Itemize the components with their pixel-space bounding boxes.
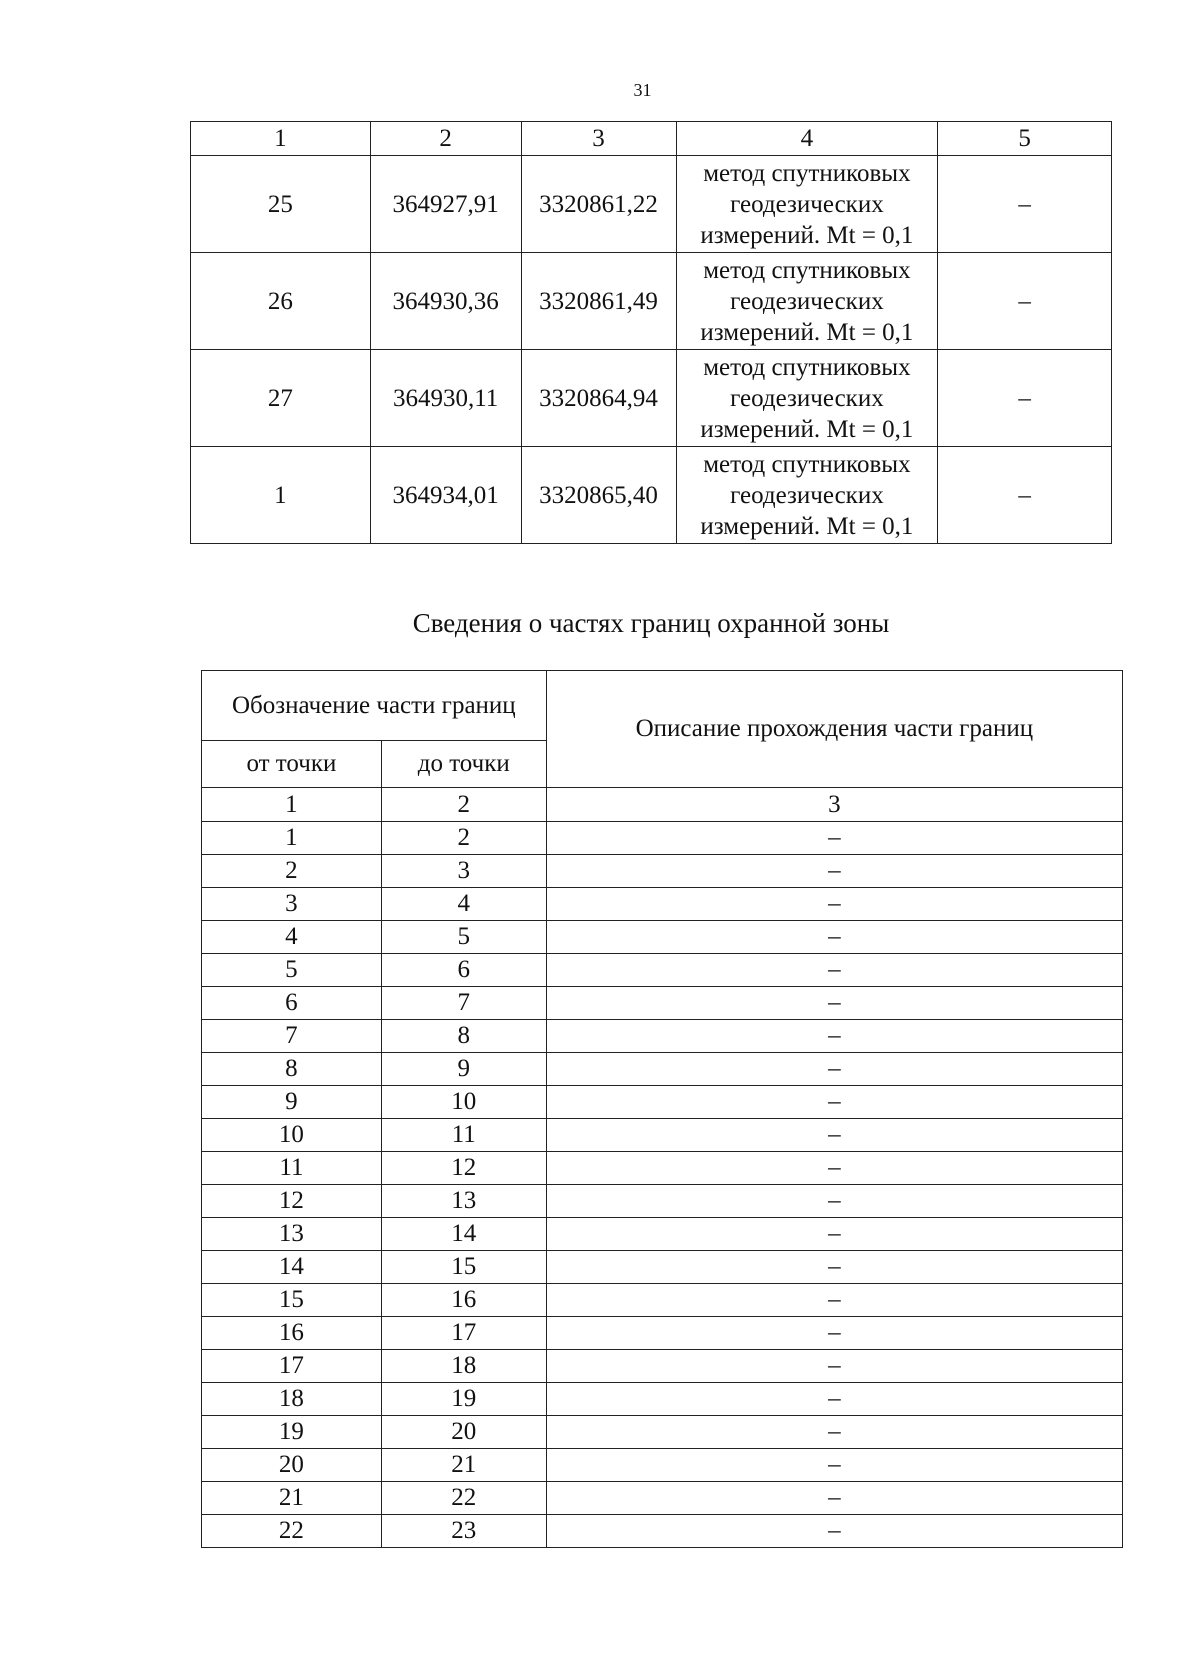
from-point: 17 [202,1350,382,1383]
y-coordinate: 3320861,22 [521,156,676,253]
table-row [202,1152,1123,1185]
table-row [202,1053,1123,1086]
description-dash: – [546,1515,1122,1548]
method-line: метод спутниковых [703,450,911,478]
coordinates-table [190,121,1112,544]
description-dash: – [546,1317,1122,1350]
description-dash: – [546,888,1122,921]
y-coordinate: 3320861,49 [521,253,676,350]
method-description [676,350,938,447]
from-point: 13 [202,1218,382,1251]
to-point: 6 [381,954,546,987]
method-line: геодезических [730,287,884,315]
page-number: 31 [633,80,652,100]
table-row [202,1251,1123,1284]
to-point: 11 [381,1119,546,1152]
to-point: 18 [381,1350,546,1383]
to-point: 14 [381,1218,546,1251]
description-dash: – [546,855,1122,888]
description-dash: – [546,1185,1122,1218]
description-dash: – [546,954,1122,987]
to-point: 23 [381,1515,546,1548]
table-row [202,888,1123,921]
table-row [202,1515,1123,1548]
to-point: 20 [381,1416,546,1449]
from-point: 18 [202,1383,382,1416]
point-number: 1 [191,447,371,544]
to-point: 8 [381,1020,546,1053]
from-point: 4 [202,921,382,954]
table-row [191,350,1112,447]
x-coordinate: 364927,91 [370,156,521,253]
column-number: 5 [938,122,1112,156]
to-point: 12 [381,1152,546,1185]
description-dash: – [546,1218,1122,1251]
from-point: 22 [202,1515,382,1548]
designation-header: Обозначение части границ [202,671,547,741]
to-point: 16 [381,1284,546,1317]
method-line: метод спутниковых [703,256,911,284]
description-dash: – [546,822,1122,855]
table-row [202,1449,1123,1482]
from-point: 12 [202,1185,382,1218]
to-point: 17 [381,1317,546,1350]
from-point: 2 [202,855,382,888]
to-point: 15 [381,1251,546,1284]
note-dash: – [938,447,1112,544]
to-point: 5 [381,921,546,954]
table-row [202,1416,1123,1449]
description-dash: – [546,1284,1122,1317]
table-row [202,1284,1123,1317]
description-dash: – [546,1152,1122,1185]
y-coordinate: 3320865,40 [521,447,676,544]
method-description [676,447,938,544]
to-point: 22 [381,1482,546,1515]
table-row [202,1020,1123,1053]
x-coordinate: 364930,36 [370,253,521,350]
table-row [191,447,1112,544]
description-dash: – [546,987,1122,1020]
table-row [202,1383,1123,1416]
to-point: 2 [381,822,546,855]
column-number-row [202,788,1123,822]
table-row [191,253,1112,350]
method-description [676,156,938,253]
to-point: 10 [381,1086,546,1119]
from-point-header: от точки [202,741,382,788]
note-dash: – [938,156,1112,253]
method-description [676,253,938,350]
method-line: геодезических [730,190,884,218]
column-number: 3 [521,122,676,156]
description-dash: – [546,1350,1122,1383]
method-line: измерений. Mt = 0,1 [700,221,914,249]
note-dash: – [938,253,1112,350]
from-point: 11 [202,1152,382,1185]
column-number: 1 [202,788,382,822]
from-point: 7 [202,1020,382,1053]
to-point-header: до точки [381,741,546,788]
y-coordinate: 3320864,94 [521,350,676,447]
table-row [202,1482,1123,1515]
table-row [202,987,1123,1020]
from-point: 8 [202,1053,382,1086]
table-row [202,1185,1123,1218]
from-point: 9 [202,1086,382,1119]
from-point: 20 [202,1449,382,1482]
table-row [202,921,1123,954]
table-row [191,156,1112,253]
method-line: геодезических [730,481,884,509]
description-dash: – [546,1119,1122,1152]
from-point: 10 [202,1119,382,1152]
description-header: Описание прохождения части границ [546,671,1122,788]
column-number: 1 [191,122,371,156]
x-coordinate: 364930,11 [370,350,521,447]
x-coordinate: 364934,01 [370,447,521,544]
table-row [202,954,1123,987]
table-row [202,855,1123,888]
from-point: 15 [202,1284,382,1317]
from-point: 6 [202,987,382,1020]
from-point: 14 [202,1251,382,1284]
boundary-parts-table [201,670,1123,1548]
description-dash: – [546,1086,1122,1119]
point-number: 25 [191,156,371,253]
method-line: геодезических [730,384,884,412]
note-dash: – [938,350,1112,447]
method-line: измерений. Mt = 0,1 [700,318,914,346]
to-point: 19 [381,1383,546,1416]
from-point: 19 [202,1416,382,1449]
table-row [202,1119,1123,1152]
method-line: измерений. Mt = 0,1 [700,512,914,540]
table-row [202,1350,1123,1383]
method-line: метод спутниковых [703,353,911,381]
from-point: 21 [202,1482,382,1515]
to-point: 3 [381,855,546,888]
table-row [202,1317,1123,1350]
parts-header-row [202,671,1123,741]
description-dash: – [546,1383,1122,1416]
to-point: 4 [381,888,546,921]
column-number: 4 [676,122,938,156]
from-point: 1 [202,822,382,855]
to-point: 13 [381,1185,546,1218]
from-point: 16 [202,1317,382,1350]
description-dash: – [546,1020,1122,1053]
coordinates-header-row [191,122,1112,156]
description-dash: – [546,1416,1122,1449]
to-point: 7 [381,987,546,1020]
table-row [202,1086,1123,1119]
section-title: Сведения о частях границ охранной зоны [412,608,890,638]
column-number: 3 [546,788,1122,822]
table-row [202,822,1123,855]
method-line: измерений. Mt = 0,1 [700,415,914,443]
description-dash: – [546,1449,1122,1482]
to-point: 9 [381,1053,546,1086]
method-line: метод спутниковых [703,159,911,187]
from-point: 3 [202,888,382,921]
column-number: 2 [381,788,546,822]
point-number: 27 [191,350,371,447]
point-number: 26 [191,253,371,350]
to-point: 21 [381,1449,546,1482]
table-row [202,1218,1123,1251]
from-point: 5 [202,954,382,987]
description-dash: – [546,1053,1122,1086]
description-dash: – [546,921,1122,954]
column-number: 2 [370,122,521,156]
description-dash: – [546,1251,1122,1284]
description-dash: – [546,1482,1122,1515]
